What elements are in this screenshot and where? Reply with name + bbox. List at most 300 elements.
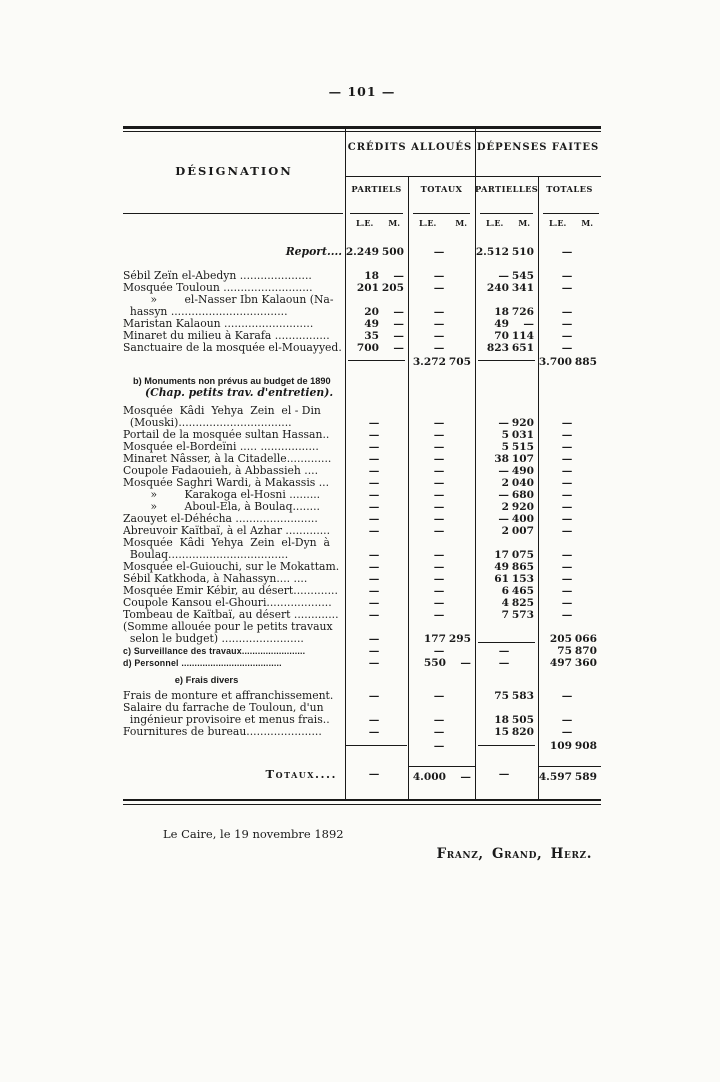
cell-credits-partiels: —: [368, 609, 380, 621]
value-le: 497: [549, 657, 572, 669]
unit-le-label: L.E.: [419, 218, 437, 228]
value-m: 107: [511, 453, 534, 465]
cell-depenses-partielles: [475, 489, 538, 501]
value-le: 61: [494, 573, 509, 585]
value-le: 18: [494, 714, 509, 726]
cell-credits-partiels: —: [368, 633, 380, 645]
cell-depenses-totales: —: [561, 429, 573, 441]
signatures-line: Franz, Grand, Herz.: [436, 846, 592, 862]
row-designation: Mosquée el-Bordeïni ..... .................: [123, 441, 319, 453]
value-le: 18: [494, 306, 509, 318]
table-row: [123, 537, 601, 561]
row-designation: Sébil Zeïn el-Abedyn .....................: [123, 270, 312, 282]
cell-credits-partiels: —: [368, 768, 380, 780]
cell-credits-partiels: —: [368, 585, 380, 597]
cell-depenses-partielles: [475, 609, 538, 621]
cell-credits-partiels: —: [368, 441, 380, 453]
cell-depenses-partielles: —: [498, 657, 510, 669]
value-m: —: [460, 770, 471, 783]
subheader-rule: [413, 213, 470, 214]
cell-credits-totaux: —: [433, 714, 445, 726]
cell-credits-totaux: —: [433, 585, 445, 597]
table-row: [123, 501, 601, 513]
cell-depenses-totales: —: [561, 465, 573, 477]
row-designation: Minaret du milieu à Karafa ................: [123, 330, 330, 342]
cell-depenses-totales: —: [561, 549, 573, 561]
table-row: [123, 330, 601, 342]
row-designation: Zaouyet el-Déhécha ........................: [123, 513, 318, 525]
row-designation: Mosquée el-Guiouchi, sur le Mokattam.: [123, 561, 340, 573]
cell-depenses-totales: —: [561, 306, 573, 318]
row-designation: Mosquée Kâdi Yehya Zein el-Dyn à Boulaq...................................: [123, 537, 330, 561]
value-m: —: [523, 318, 534, 330]
value-le: 75: [494, 690, 509, 702]
cell-credits-totaux: —: [433, 690, 445, 702]
row-designation: d) Personnel ......................................: [123, 658, 282, 668]
cell-credits-totaux: [408, 766, 475, 783]
unit-m-label: M.: [581, 218, 593, 228]
sum-rule: [348, 360, 405, 363]
value-m: 500: [381, 246, 404, 258]
cell-credits-partiels: —: [368, 501, 380, 513]
table-row: [123, 441, 601, 453]
subheader-rule: [543, 213, 599, 214]
table-row: [123, 354, 601, 369]
cell-depenses-partielles: —: [498, 768, 510, 780]
value-m: —: [393, 270, 404, 282]
cell-credits-totaux: —: [433, 489, 445, 501]
value-m: 865: [511, 561, 534, 573]
cell-depenses-partielles: [475, 585, 538, 597]
cell-depenses-totales: —: [561, 330, 573, 342]
cell-credits-totaux: —: [433, 318, 445, 330]
unit-m-label: M.: [518, 218, 530, 228]
depenses-faites-group-header: DÉPENSES FAITES: [476, 142, 600, 153]
table-row: [123, 270, 601, 282]
cell-credits-totaux: —: [433, 282, 445, 294]
cell-depenses-totales: —: [561, 714, 573, 726]
cell-credits-totaux: —: [433, 525, 445, 537]
row-designation: Tombeau de Kaïtbaï, au désert .............: [123, 609, 339, 621]
value-m: 825: [511, 597, 534, 609]
cell-depenses-partielles: [475, 690, 538, 702]
row-designation: b) Monuments non prévus au budget de 1890: [133, 376, 331, 386]
value-le: 35: [364, 330, 379, 342]
value-le: 2.249: [345, 246, 379, 258]
monuments-budget-table: [123, 126, 601, 808]
cell-depenses-partielles: [475, 561, 538, 573]
table-row: [123, 645, 601, 657]
cell-depenses-totales: —: [561, 513, 573, 525]
row-designation: e) Frais divers: [174, 674, 239, 685]
value-m: 114: [511, 330, 534, 342]
cell-credits-partiels: —: [368, 690, 380, 702]
cell-credits-partiels: —: [368, 417, 380, 429]
cell-credits-totaux: —: [433, 645, 445, 657]
value-m: —: [393, 330, 404, 342]
row-designation: Mosquée Touloun ..........................: [123, 282, 313, 294]
cell-credits-partiels: —: [368, 549, 380, 561]
value-le: 49: [494, 561, 509, 573]
cell-credits-partiels: [345, 318, 408, 330]
table-row: [123, 477, 601, 489]
cell-credits-totaux: —: [433, 740, 445, 752]
value-m: 341: [511, 282, 534, 294]
cell-depenses-partielles: [475, 573, 538, 585]
row-designation: Report....: [285, 246, 342, 258]
table-row: [123, 453, 601, 465]
value-le: 5: [501, 429, 509, 441]
cell-depenses-totales: —: [561, 246, 573, 258]
cell-credits-totaux: —: [433, 513, 445, 525]
cell-credits-partiels: —: [368, 465, 380, 477]
cell-credits-partiels: [345, 246, 408, 258]
subheader-rule: [480, 213, 533, 214]
value-le: 109: [549, 740, 572, 752]
value-le: —: [498, 465, 509, 477]
cell-depenses-partielles: [475, 417, 538, 429]
cell-credits-partiels: [345, 270, 408, 282]
value-le: 3.272: [412, 355, 446, 368]
group-header-rule: [345, 176, 601, 177]
cell-depenses-totales: —: [561, 417, 573, 429]
value-m: 153: [511, 573, 534, 585]
cell-credits-partiels: —: [368, 645, 380, 657]
table-row: [123, 246, 601, 258]
table-row: [123, 387, 601, 399]
value-le: 4: [501, 597, 509, 609]
partiels-column-header: PARTIELS: [351, 184, 402, 194]
cell-depenses-partielles: [475, 270, 538, 282]
cell-depenses-partielles: [475, 513, 538, 525]
cell-credits-totaux: —: [433, 561, 445, 573]
table-row: [123, 597, 601, 609]
unit-header: [538, 218, 601, 228]
value-m: 031: [511, 429, 534, 441]
cell-credits-partiels: —: [368, 714, 380, 726]
cell-depenses-totales: —: [561, 690, 573, 702]
value-le: 5: [501, 441, 509, 453]
table-bottom-rule: [123, 799, 601, 801]
row-designation: » Aboul-Ela, à Boulaq........: [123, 501, 320, 513]
totaux-column-header: TOTAUX: [420, 184, 463, 194]
table-bottom-rule-inner: [123, 804, 601, 805]
table-row: [123, 621, 601, 645]
table-row: [123, 318, 601, 330]
cell-depenses-partielles: [475, 726, 538, 738]
row-designation: » Karakoga el-Hosni .........: [123, 489, 321, 501]
value-m: 040: [511, 477, 534, 489]
cell-depenses-totales: [538, 633, 601, 645]
cell-depenses-partielles: [475, 745, 538, 748]
cell-credits-totaux: —: [433, 597, 445, 609]
table-row: [123, 489, 601, 501]
sum-rule: [478, 360, 535, 363]
table-row: [123, 465, 601, 477]
cell-depenses-totales: —: [561, 609, 573, 621]
value-m: 505: [511, 714, 534, 726]
value-le: 38: [494, 453, 509, 465]
value-m: 651: [511, 342, 534, 354]
unit-header: [408, 218, 475, 228]
unit-le-label: L.E.: [356, 218, 374, 228]
value-le: 2: [501, 525, 509, 537]
row-designation: Frais de monture et affranchissement.: [123, 690, 334, 702]
cell-depenses-partielles: [475, 360, 538, 363]
cell-depenses-totales: —: [561, 477, 573, 489]
cell-depenses-partielles: [475, 453, 538, 465]
place-date-line: Le Caire, le 19 novembre 1892: [163, 827, 344, 841]
cell-credits-partiels: —: [368, 597, 380, 609]
table-row: [123, 690, 601, 702]
table-rows: [123, 236, 601, 788]
table-row: [123, 760, 601, 788]
cell-depenses-partielles: [475, 330, 538, 342]
value-m: 726: [511, 306, 534, 318]
cell-depenses-totales: —: [561, 525, 573, 537]
value-le: 823: [486, 342, 509, 354]
row-designation: Totaux....: [265, 768, 337, 780]
table-row: [123, 561, 601, 573]
cell-credits-totaux: —: [433, 417, 445, 429]
row-designation: Coupole Kansou el-Ghouri...................: [123, 597, 332, 609]
cell-credits-partiels: —: [368, 477, 380, 489]
cell-depenses-totales: —: [561, 342, 573, 354]
value-m: 920: [511, 417, 534, 429]
subheader-rule: [123, 213, 343, 214]
value-m: 589: [574, 770, 597, 783]
unit-le-label: L.E.: [549, 218, 567, 228]
value-m: 908: [574, 740, 597, 752]
value-m: 295: [448, 633, 471, 645]
table-row: [123, 573, 601, 585]
cell-depenses-partielles: [475, 714, 538, 726]
table-row: [123, 375, 601, 387]
table-row: [123, 282, 601, 294]
table-row: [123, 513, 601, 525]
value-m: —: [393, 342, 404, 354]
cell-credits-totaux: —: [433, 429, 445, 441]
row-designation: Mosquée Emir Kébir, au désert.............: [123, 585, 338, 597]
partielles-column-header: PARTIELLES: [475, 184, 539, 194]
cell-depenses-totales: —: [561, 585, 573, 597]
value-m: 573: [511, 609, 534, 621]
cell-depenses-partielles: [475, 282, 538, 294]
table-row: [123, 609, 601, 621]
cell-credits-totaux: —: [433, 726, 445, 738]
cell-depenses-partielles: [475, 597, 538, 609]
value-m: 490: [511, 465, 534, 477]
value-m: 205: [381, 282, 404, 294]
value-le: 18: [364, 270, 379, 282]
cell-credits-partiels: —: [368, 513, 380, 525]
value-le: 240: [486, 282, 509, 294]
value-le: 20: [364, 306, 379, 318]
cell-depenses-totales: —: [561, 501, 573, 513]
value-le: 177: [423, 633, 446, 645]
row-designation: » el-Nasser Ibn Kalaoun (Na- hassyn ..................................: [123, 294, 334, 318]
cell-depenses-partielles: [475, 465, 538, 477]
cell-depenses-totales: [538, 766, 601, 783]
table-top-rule-inner: [123, 131, 601, 132]
totales-column-header: TOTALES: [546, 184, 593, 194]
value-m: 870: [574, 645, 597, 657]
cell-depenses-totales: —: [561, 597, 573, 609]
value-m: 705: [448, 355, 471, 368]
value-m: 680: [511, 489, 534, 501]
cell-depenses-partielles: [475, 429, 538, 441]
cell-credits-totaux: —: [433, 465, 445, 477]
cell-depenses-partielles: [475, 306, 538, 318]
cell-credits-partiels: —: [368, 489, 380, 501]
cell-depenses-partielles: —: [498, 645, 510, 657]
value-le: 2: [501, 501, 509, 513]
row-designation: Mosquée Saghri Wardi, à Makassis ...: [123, 477, 330, 489]
value-m: 545: [511, 270, 534, 282]
cell-depenses-partielles: [475, 477, 538, 489]
cell-credits-partiels: [345, 360, 408, 363]
cell-credits-totaux: —: [433, 477, 445, 489]
value-le: 2: [501, 477, 509, 489]
cell-depenses-totales: —: [561, 318, 573, 330]
cell-credits-totaux: —: [433, 270, 445, 282]
cell-credits-totaux: —: [433, 342, 445, 354]
unit-header: [345, 218, 408, 228]
value-m: 400: [511, 513, 534, 525]
table-row: [123, 657, 601, 669]
credits-alloues-group-header: CRÉDITS ALLOUÉS: [347, 142, 473, 153]
value-le: —: [498, 513, 509, 525]
value-le: 7: [501, 609, 509, 621]
value-m: 510: [511, 246, 534, 258]
unit-m-label: M.: [455, 218, 467, 228]
value-m: 820: [511, 726, 534, 738]
table-row: [123, 726, 601, 738]
row-designation: Abreuvoir Kaïtbaï, à el Azhar .............: [123, 525, 331, 537]
row-designation: c) Surveillance des travaux........................: [123, 646, 306, 656]
table-row: [123, 585, 601, 597]
row-designation: Maristan Kalaoun ..........................: [123, 318, 314, 330]
cell-depenses-partielles: [475, 501, 538, 513]
cell-credits-totaux: —: [433, 549, 445, 561]
cell-depenses-partielles: [475, 318, 538, 330]
cell-credits-totaux: —: [433, 246, 445, 258]
sum-rule: [478, 745, 535, 748]
value-m: 066: [574, 633, 597, 645]
page-number: — 101 —: [328, 84, 396, 99]
value-m: 515: [511, 441, 534, 453]
table-row: [123, 294, 601, 318]
cell-credits-totaux: [408, 657, 475, 669]
cell-credits-totaux: —: [433, 609, 445, 621]
value-le: 17: [494, 549, 509, 561]
cell-credits-totaux: —: [433, 306, 445, 318]
subheader-rule: [350, 213, 403, 214]
cell-depenses-totales: —: [561, 441, 573, 453]
cell-depenses-totales: —: [561, 453, 573, 465]
value-m: 465: [511, 585, 534, 597]
value-m: 885: [574, 355, 597, 368]
cell-credits-partiels: [345, 330, 408, 342]
table-row: [123, 738, 601, 754]
value-le: 3.700: [538, 355, 572, 368]
value-le: 49: [494, 318, 509, 330]
row-designation: Sébil Katkhoda, à Nahassyn.... ....: [123, 573, 308, 585]
cell-credits-totaux: —: [433, 330, 445, 342]
cell-depenses-partielles: [475, 246, 538, 258]
table-row: [123, 702, 601, 726]
cell-credits-totaux: —: [433, 501, 445, 513]
row-designation: Minaret Nâsser, à la Citadelle.............: [123, 453, 332, 465]
value-le: 6: [501, 585, 509, 597]
value-m: 920: [511, 501, 534, 513]
table-row: [123, 674, 601, 686]
row-designation: Sanctuaire de la mosquée el-Mouayyed.: [123, 342, 342, 354]
value-le: —: [498, 489, 509, 501]
cell-credits-partiels: [345, 745, 408, 748]
unit-header: [475, 218, 538, 228]
cell-depenses-totales: —: [561, 489, 573, 501]
value-le: 15: [494, 726, 509, 738]
value-le: —: [498, 417, 509, 429]
value-le: 2.512: [475, 246, 509, 258]
cell-depenses-totales: [538, 740, 601, 752]
cell-depenses-totales: [538, 657, 601, 669]
value-le: 700: [356, 342, 379, 354]
cell-depenses-partielles: [475, 525, 538, 537]
value-m: 360: [574, 657, 597, 669]
table-top-rule: [123, 126, 601, 129]
cell-depenses-totales: —: [561, 270, 573, 282]
value-le: 75: [557, 645, 572, 657]
unit-m-label: M.: [388, 218, 400, 228]
cell-credits-totaux: [408, 356, 475, 368]
cell-credits-partiels: —: [368, 726, 380, 738]
value-m: —: [393, 318, 404, 330]
table-row: [123, 525, 601, 537]
value-le: 4.597: [538, 770, 572, 783]
cell-credits-totaux: —: [433, 441, 445, 453]
cell-depenses-totales: —: [561, 561, 573, 573]
cell-credits-totaux: [408, 633, 475, 645]
designation-column-header: DÉSIGNATION: [175, 164, 293, 178]
value-le: 201: [356, 282, 379, 294]
cell-credits-partiels: [345, 306, 408, 318]
row-designation: Coupole Fadaouieh, à Abbassieh ....: [123, 465, 319, 477]
table-row: [123, 429, 601, 441]
value-le: 205: [549, 633, 572, 645]
cell-depenses-totales: —: [561, 573, 573, 585]
value-m: 583: [511, 690, 534, 702]
cell-credits-partiels: [345, 342, 408, 354]
cell-depenses-totales: [538, 356, 601, 368]
sum-rule: [346, 745, 407, 748]
value-le: 550: [423, 657, 446, 669]
cell-depenses-partielles: [475, 342, 538, 354]
cell-credits-partiels: —: [368, 657, 380, 669]
cell-depenses-totales: [538, 645, 601, 657]
value-le: —: [498, 270, 509, 282]
unit-le-label: L.E.: [486, 218, 504, 228]
row-designation: Mosquée Kâdi Yehya Zein el - Din (Mouski).................................: [123, 405, 321, 429]
value-m: 075: [511, 549, 534, 561]
cell-depenses-totales: —: [561, 726, 573, 738]
table-row: [123, 342, 601, 354]
cell-credits-totaux: —: [433, 453, 445, 465]
cell-credits-totaux: —: [433, 573, 445, 585]
table-row: [123, 405, 601, 429]
cell-credits-partiels: —: [368, 453, 380, 465]
